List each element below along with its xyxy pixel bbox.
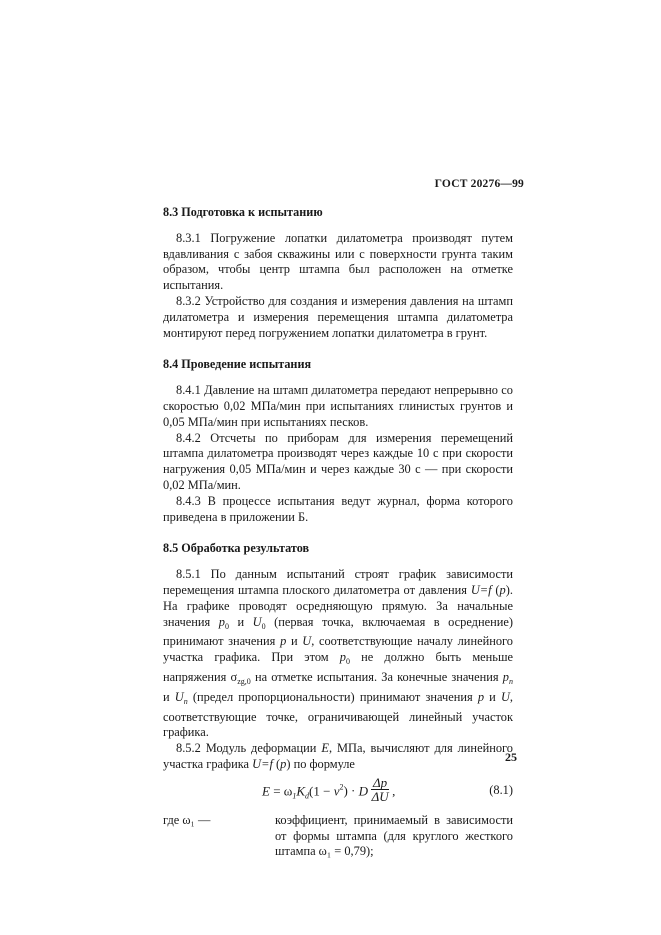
where-text: коэффициент, принимаемый в зависимости от формы штампа (для круглого жесткого штампа ω₁ = 0,79); xyxy=(275,812,513,859)
paragraph-8-3-2: 8.3.2 Устройство для создания и измерения давления на штамп дилатометра и измерения перемещения штампа дилатометра монтируют перед погружением лопатки дилатометра в грунт. xyxy=(163,293,513,340)
equation-number: (8.1) xyxy=(489,782,513,797)
paragraph-8-4-2: 8.4.2 Отсчеты по приборам для измерения перемещений штампа дилатометра производят через каждые 10 с при скорости нагружения 0,05 МПа/мин и через каждые 30 с — при скорости 0,02 МПа/мин. xyxy=(163,430,513,492)
formula-8-1 xyxy=(163,775,513,809)
section-title-8-3: 8.3 Подготовка к испытанию xyxy=(163,205,323,219)
document-code: ГОСТ 20276—99 xyxy=(434,178,524,190)
paragraph-8-5-2: 8.5.2 Модуль деформации E, МПа, вычисляют для линейного участка графика U=f (p) по формуле xyxy=(163,741,513,771)
formula-denominator: ΔU xyxy=(371,788,389,804)
section-title-8-4: 8.4 Проведение испытания xyxy=(163,357,312,372)
paragraph-8-3-1: 8.3.1 Погружение лопатки дилатометра производят путем вдавливания с забоя скважины или с поверхности грунта таким образом, чтобы центр штампа был расположен на отметке испытания. xyxy=(163,230,513,293)
paragraph-8-4-3: 8.4.3 В процессе испытания ведут журнал, форма которого приведена в приложении Б. xyxy=(163,493,513,524)
where-clause xyxy=(163,813,513,860)
formula-expression: $E = \omega_1K_d(1 - \nu^2) \cdot D$ $\frac{\Delta p}{\Delta U}$ , xyxy=(262,774,396,804)
section-title-8-5: 8.5 Обработка результатов xyxy=(163,541,310,556)
page-number: 25 xyxy=(505,750,517,764)
paragraph-8-5-1: 8.5.1 По данным испытаний строят график зависимости перемещения штампа плоского дилатометра от давления U=f (p). На графике проводят осредняющую прямую. За начальные значения $p_0$ и $U_0$ (первая точка, включаемая в осреднение) принимают значения p и U, соответствующие началу линейного участка графика. При этом $p_0$ не должно быть меньше напряжения $\sigma_{zg,0}$ на отметке испытания. За конечные значения $p_n$ и $U_n$ (предел пропорциональности) принимают значения p и U, соответствующие точке, ограничивающей линейный участок графика. xyxy=(163,567,514,740)
page-content xyxy=(163,205,513,860)
where-label: где ω₁ — xyxy=(163,812,211,827)
paragraph-8-4-1: 8.4.1 Давление на штамп дилатометра передают непрерывно со скоростью 0,02 МПа/мин при испытаниях глинистых грунтов и 0,05 МПа/мин при испытаниях песков. xyxy=(163,383,513,429)
formula-numerator: Δp xyxy=(373,774,388,790)
